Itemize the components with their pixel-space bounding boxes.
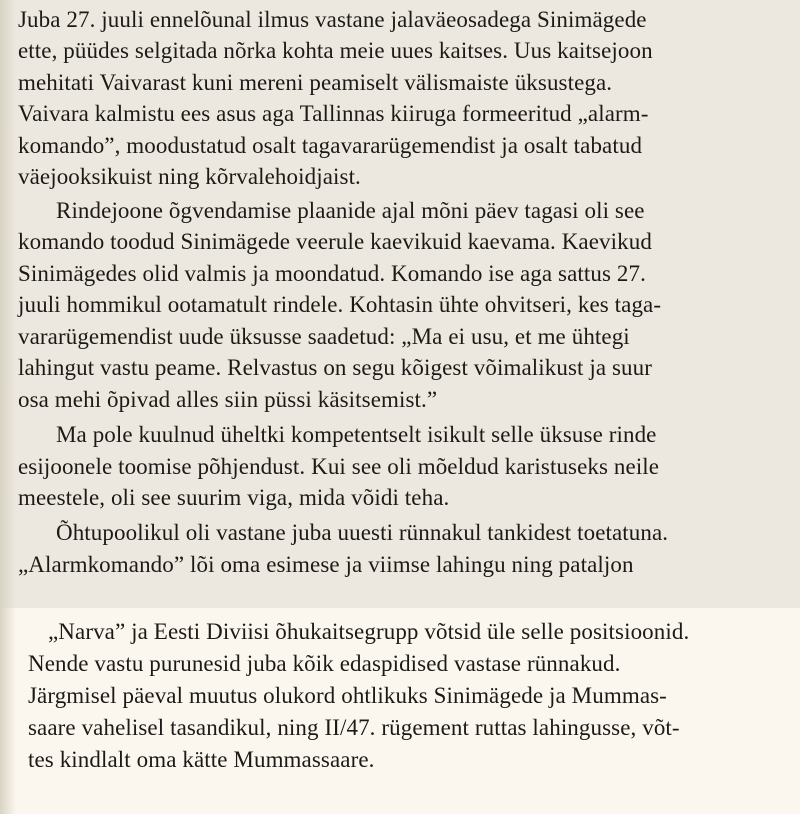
paragraph-start-line: Õhtupoolikul oli vastane juba uuesti rünnakul tankidest toetatuna. (56, 520, 669, 545)
text-line: Nende vastu purunesid juba kõik edaspidised vastase rünnakud. (28, 651, 621, 676)
paragraph-start-line: Rindejoone õgvendamise plaanide ajal mõni päev tagasi oli see (56, 198, 645, 223)
text-line: komando”, moodustatud osalt tagavararügemendist ja osalt tabatud (18, 133, 643, 158)
scan-lower-page (0, 608, 800, 814)
text-line: väejooksikuist ning kõrvalehoidjaist. (18, 164, 361, 189)
text-line: „Narva” ja Eesti Diviisi õhukaitsegrupp võtsid üle selle positsioonid. (48, 619, 690, 644)
text-line: Sinimägedes olid valmis ja moondatud. Komando ise aga sattus 27. (18, 261, 646, 286)
paragraph-start-line: Ma pole kuulnud üheltki kompetentselt isikult selle üksuse rinde (56, 422, 657, 447)
page-edge-shadow (0, 0, 16, 814)
text-line: osa mehi õpivad alles siin püssi käsitsemist.” (18, 387, 438, 412)
text-line: tes kindlalt oma kätte Mummassaare. (28, 747, 375, 772)
text-line: Järgmisel päeval muutus olukord ohtlikuks Sinimägede ja Mummas- (28, 683, 667, 708)
text-line: saare vahelisel tasandikul, ning II/47. rügement ruttas lahingusse, võt- (28, 715, 680, 740)
text-line: lahingut vastu peame. Relvastus on segu kõigest võimalikust ja suur (18, 355, 652, 380)
text-line: esijoonele toomise põhjendust. Kui see oli mõeldud karistuseks neile (18, 454, 660, 479)
text-line: komando toodud Sinimägede veerule kaevikuid kaevama. Kaevikud (18, 229, 652, 254)
text-line: „Alarmkomando” lõi oma esimese ja viimse lahingu ning pataljon (18, 552, 634, 577)
text-line: juuli hommikul ootamatult rindele. Kohtasin ühte ohvitseri, kes taga- (18, 292, 662, 317)
text-line: vararügemendist uude üksusse saadetud: „Ma ei usu, et me ühtegi (18, 324, 630, 349)
text-line: ette, püüdes selgitada nõrka kohta meie uues kaitses. Uus kaitsejoon (18, 38, 653, 63)
text-line: Juba 27. juuli ennelõunal ilmus vastane jalaväeosadega Sinimägede (18, 7, 647, 32)
text-line: meestele, oli see suurim viga, mida võidi teha. (18, 485, 450, 510)
text-line: mehitati Vaivarast kuni mereni peamiselt välismaiste üksustega. (18, 70, 613, 95)
text-line: Vaivara kalmistu ees asus aga Tallinnas kiiruga formeeritud „alarm- (18, 101, 649, 126)
